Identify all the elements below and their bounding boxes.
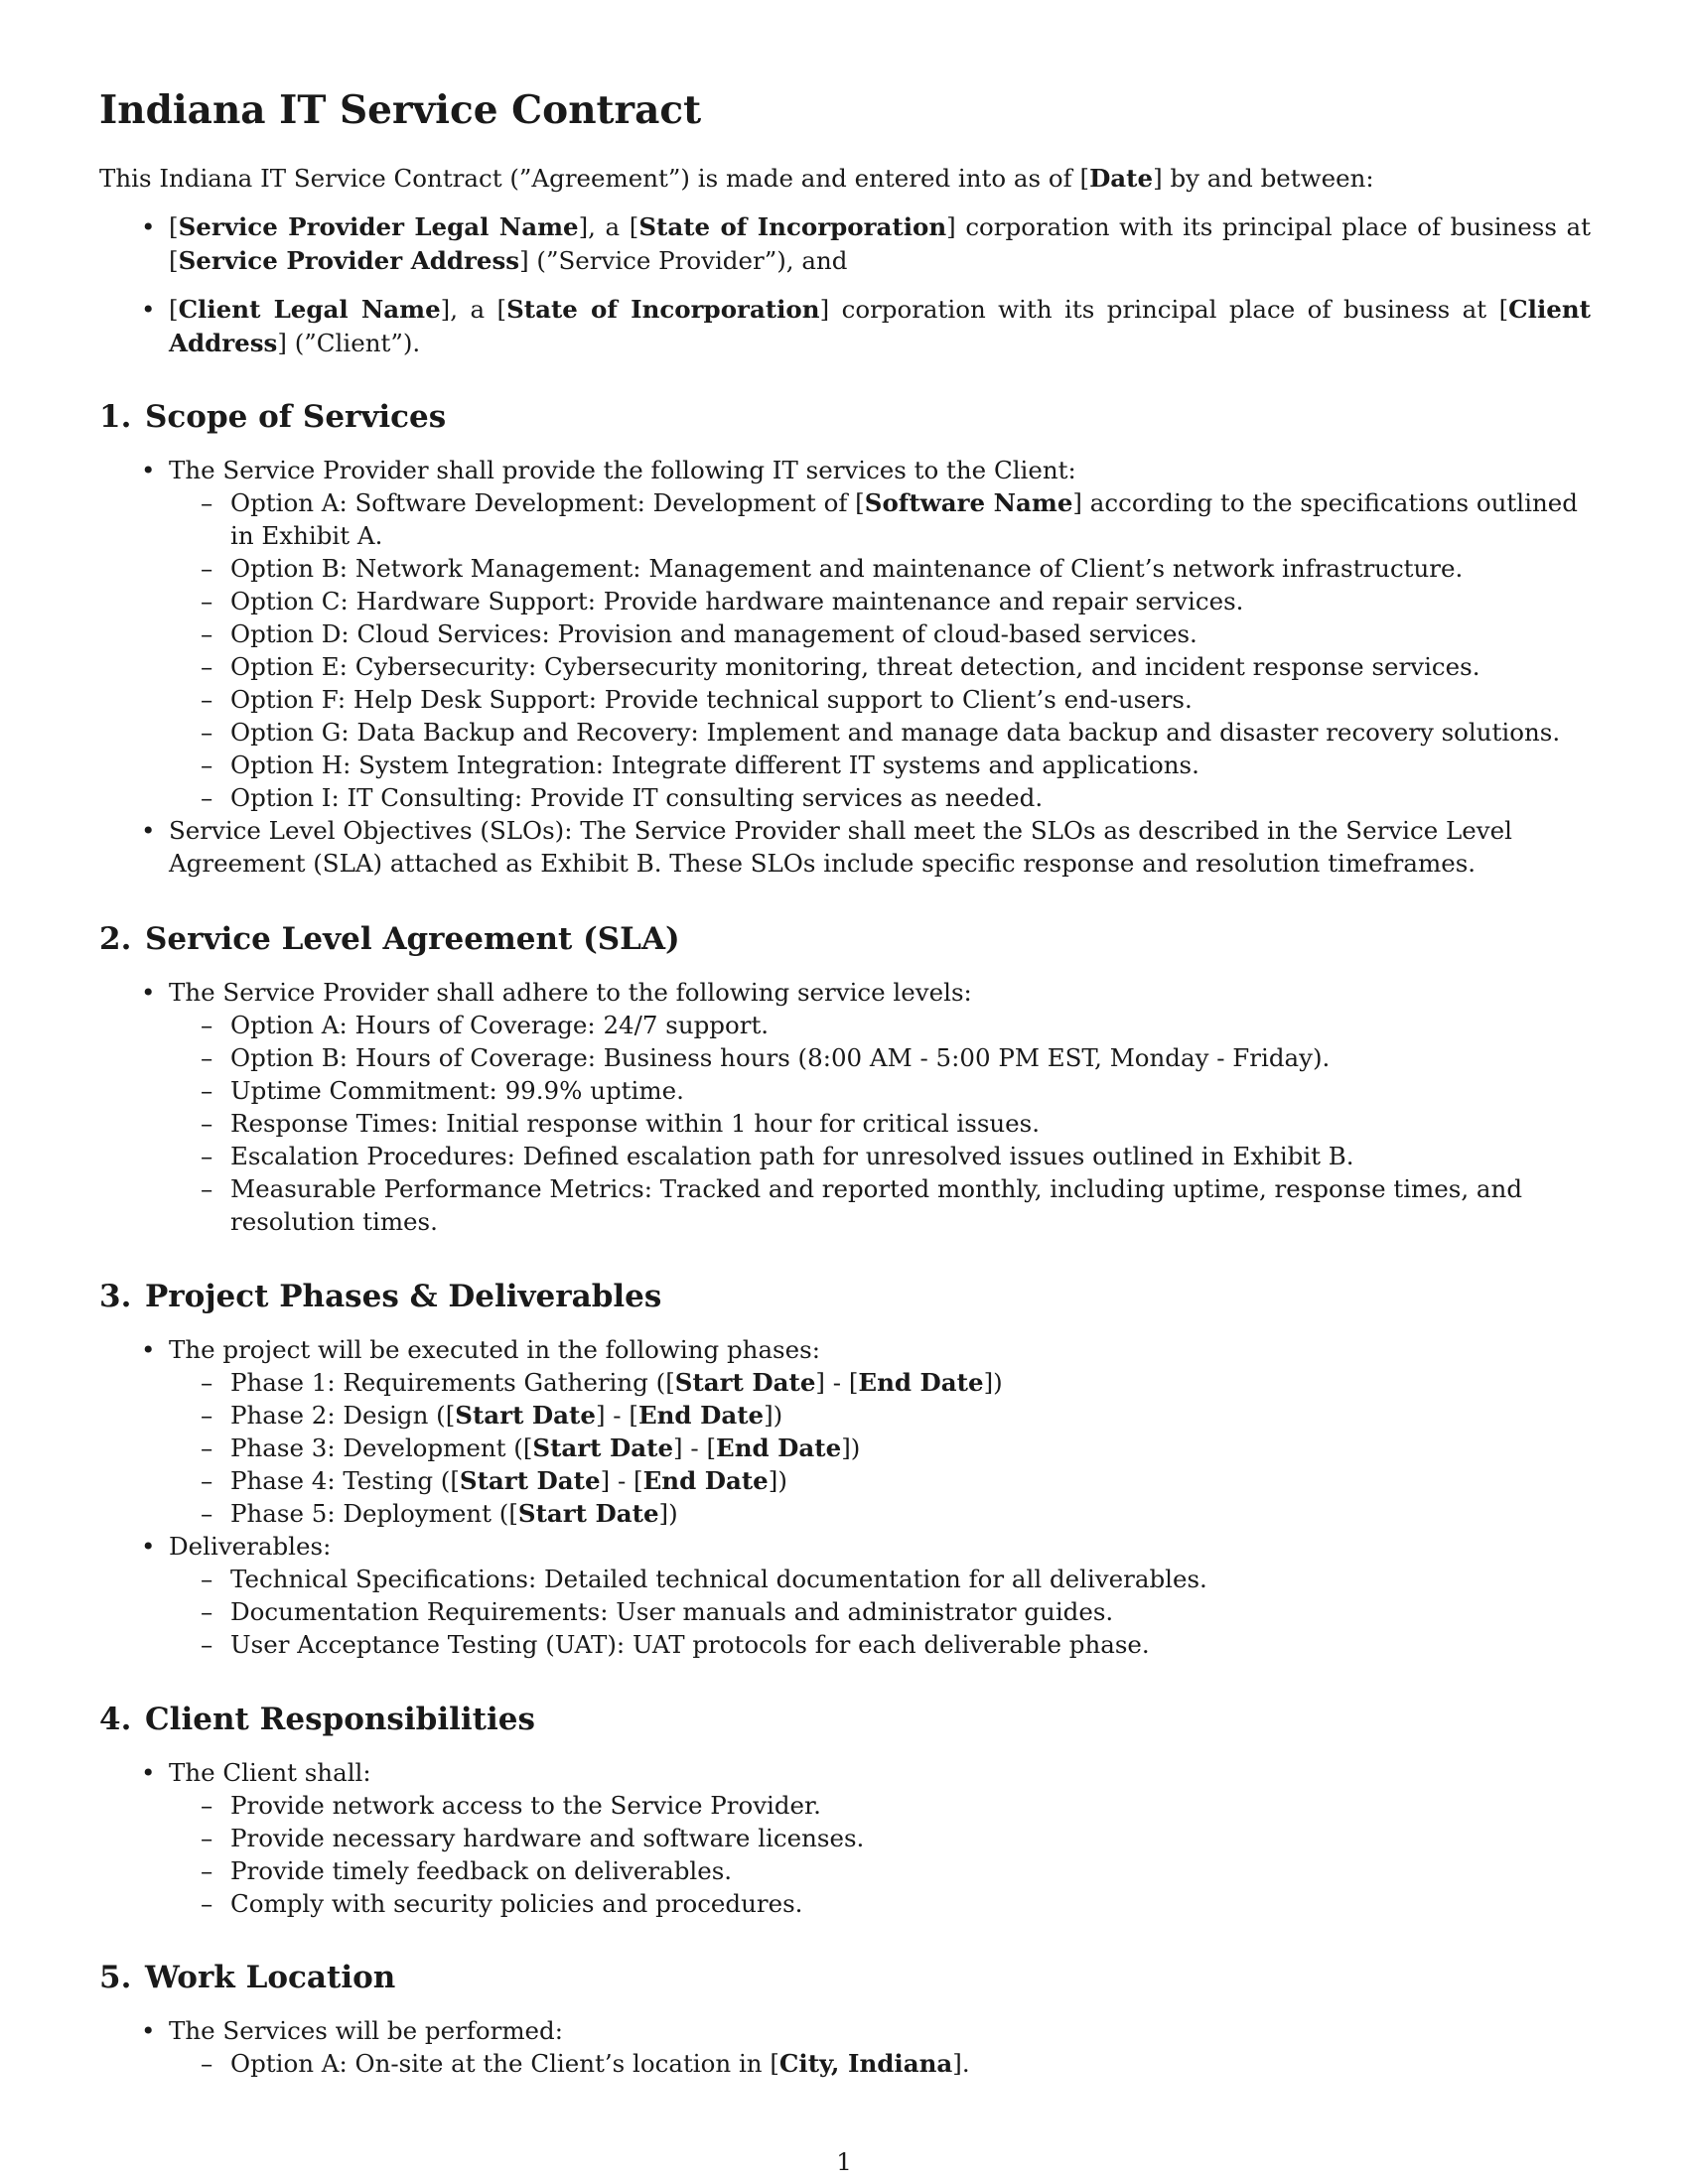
section-body-sla (169, 976, 1591, 1238)
phase-item: – Phase 2: Design ([Start Date] - [End Date]) (230, 1399, 1591, 1432)
phase-item: – Phase 1: Requirements Gathering ([Start Date] - [End Date]) (230, 1366, 1591, 1399)
deliverable-item: – Technical Specifications: Detailed technical documentation for all deliverables. (230, 1563, 1591, 1595)
page-number: 1 (836, 2147, 852, 2176)
section-heading-sla: 2. Service Level Agreement (SLA) (99, 921, 680, 957)
list-item: – Provide necessary hardware and software licenses. (230, 1822, 1591, 1854)
list-item: – Option G: Data Backup and Recovery: Implement and manage data backup and disaster recovery solutions. (230, 716, 1591, 749)
date-placeholder: Date (1089, 164, 1154, 193)
list-item: – Option F: Help Desk Support: Provide technical support to Client’s end-users. (230, 683, 1591, 716)
section-body-client-responsibilities (169, 1756, 1591, 1920)
list-item: – Option E: Cybersecurity: Cybersecurity monitoring, threat detection, and incident response services. (230, 650, 1591, 683)
list-item: • The Service Provider shall provide the following IT services to the Client: (169, 454, 1591, 486)
section-heading-work-location: 5. Work Location (99, 1960, 396, 1995)
list-item: • The Client shall: (169, 1756, 1591, 1789)
deliverable-item: – User Acceptance Testing (UAT): UAT protocols for each deliverable phase. (230, 1628, 1591, 1661)
document-title: Indiana IT Service Contract (99, 87, 702, 133)
list-item: • The Service Provider shall adhere to the following service levels: (169, 976, 1591, 1009)
list-item: – Option B: Network Management: Management and maintenance of Client’s network infrastructure. (230, 552, 1591, 585)
section-body-work-location (169, 2014, 1591, 2080)
phase-item: – Phase 4: Testing ([Start Date] - [End Date]) (230, 1464, 1591, 1497)
list-item: – Comply with security policies and procedures. (230, 1887, 1591, 1920)
city-placeholder: City, Indiana (778, 2049, 953, 2078)
list-item: – Escalation Procedures: Defined escalation path for unresolved issues outlined in Exhibit B. (230, 1140, 1591, 1172)
phase-item: – Phase 5: Deployment ([Start Date]) (230, 1497, 1591, 1530)
section-body-scope (169, 454, 1591, 880)
list-item: – Response Times: Initial response within 1 hour for critical issues. (230, 1107, 1591, 1140)
list-item: – Provide timely feedback on deliverables. (230, 1854, 1591, 1887)
list-item: • Service Level Objectives (SLOs): The Service Provider shall meet the SLOs as described in the Service Level Agreement (SLA) attached as Exhibit B. These SLOs include specific response and resolution timeframes. (169, 814, 1591, 880)
list-item: • The Services will be performed: (169, 2014, 1591, 2047)
list-item: • Deliverables: (169, 1530, 1591, 1563)
list-item: – Option C: Hardware Support: Provide hardware maintenance and repair services. (230, 585, 1591, 617)
party-client: • [Client Legal Name], a [State of Incorporation] corporation with its principal place of business at [Client Address] (”Client”). (169, 293, 1591, 360)
phase-item: – Phase 3: Development ([Start Date] - [End Date]) (230, 1432, 1591, 1464)
section-heading-scope: 1. Scope of Services (99, 399, 447, 435)
list-item: – Option D: Cloud Services: Provision and management of cloud-based services. (230, 617, 1591, 650)
intro-paragraph: This Indiana IT Service Contract (”Agreement”) is made and entered into as of [Date] by and between: (99, 164, 1374, 193)
list-item: – Uptime Commitment: 99.9% uptime. (230, 1074, 1591, 1107)
list-item: – Option A: Hours of Coverage: 24/7 support. (230, 1009, 1591, 1041)
list-item: – Measurable Performance Metrics: Tracked and reported monthly, including uptime, response times, and resolution times. (230, 1172, 1591, 1238)
section-heading-client-responsibilities: 4. Client Responsibilities (99, 1702, 535, 1737)
section-heading-phases: 3. Project Phases & Deliverables (99, 1279, 662, 1314)
list-item: – Option A: Software Development: Development of [Software Name] according to the specifications outlined in Exhibit A. (230, 486, 1591, 552)
deliverable-item: – Documentation Requirements: User manuals and administrator guides. (230, 1595, 1591, 1628)
list-item: – Option I: IT Consulting: Provide IT consulting services as needed. (230, 781, 1591, 814)
list-item: – Option B: Hours of Coverage: Business hours (8:00 AM - 5:00 PM EST, Monday - Friday). (230, 1041, 1591, 1074)
list-item: • The project will be executed in the following phases: (169, 1333, 1591, 1366)
list-item: – Provide network access to the Service Provider. (230, 1789, 1591, 1822)
section-body-phases (169, 1333, 1591, 1661)
list-item: – Option H: System Integration: Integrate different IT systems and applications. (230, 749, 1591, 781)
party-service-provider: • [Service Provider Legal Name], a [State of Incorporation] corporation with its principal place of business at [Service Provider Address] (”Service Provider”), and (169, 210, 1591, 278)
list-item: – Option A: On-site at the Client’s location in [City, Indiana]. (230, 2047, 1591, 2080)
